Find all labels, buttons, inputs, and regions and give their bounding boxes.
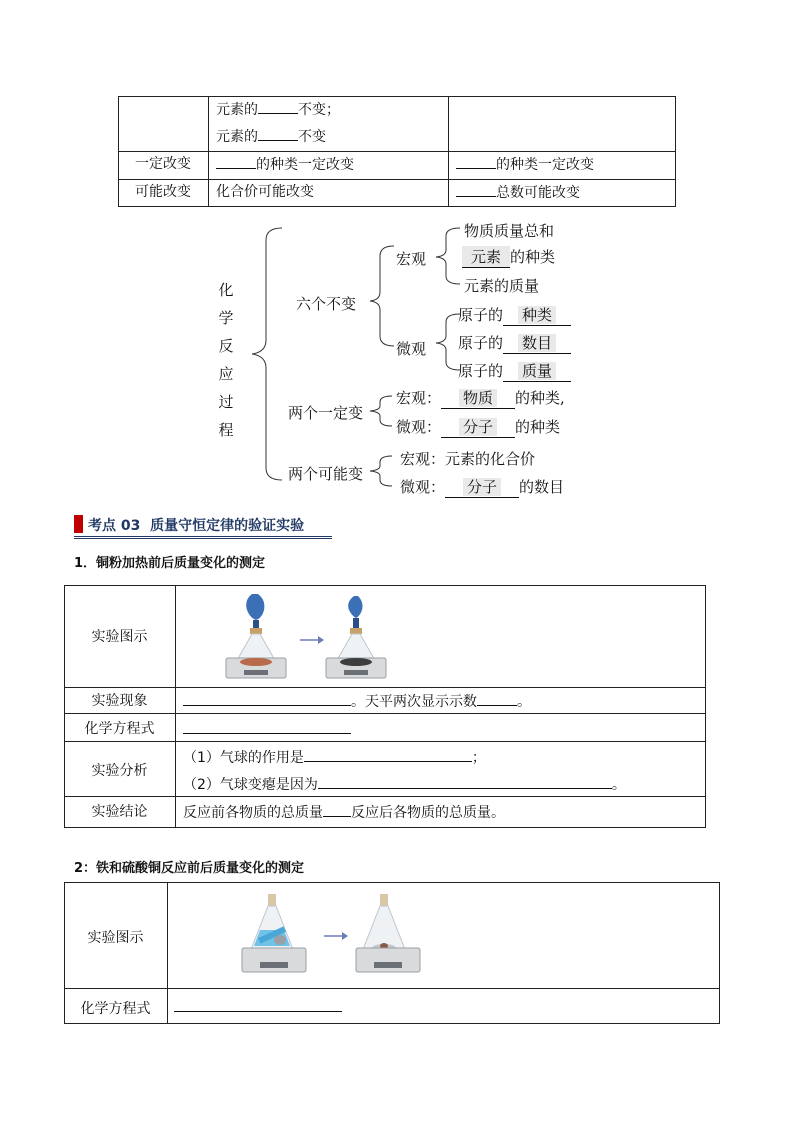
analysis-label: 实验分析 (91, 763, 148, 779)
answer-box: 质量 (503, 360, 571, 382)
blank[interactable] (318, 773, 612, 789)
macro-item-2: 元素 的种类 (462, 246, 555, 268)
conclusion-content: 反应前各物质的总质量 反应后各物质的总质量。 (183, 801, 505, 822)
blank[interactable] (183, 718, 351, 734)
iron-copper-sulfate-figure (238, 890, 438, 982)
beaker-after-icon (356, 894, 420, 972)
row3-col2: 化合价可能改变 (216, 184, 314, 200)
exp1-heading: 1．铜粉加热前后质量变化的测定 (74, 556, 266, 571)
row3-col3: 总数可能改变 (456, 181, 580, 202)
macro-item-1: 物质质量总和 (464, 222, 555, 240)
equation-content (174, 996, 342, 1016)
root-label: 化 学 反 应 过 程 (218, 281, 234, 439)
exp2-heading: 2：铁和硫酸铜反应前后质量变化的测定 (74, 861, 305, 876)
section-marker (74, 515, 83, 533)
blank[interactable] (477, 690, 517, 706)
blank[interactable] (323, 801, 351, 817)
macro-label: 宏观 (396, 250, 427, 268)
micro-item-1: 原子的 种类 (458, 304, 571, 326)
two-may-item-1: 宏观：元素的化合价 (400, 450, 536, 468)
answer-box: 物质 (441, 387, 515, 409)
micro-label: 微观 (396, 340, 427, 358)
flask-after-icon (326, 596, 386, 678)
two-must-label: 两个一定变 (288, 404, 364, 422)
equation-label: 化学方程式 (84, 721, 155, 737)
blank[interactable] (183, 690, 351, 706)
blank[interactable] (174, 996, 342, 1012)
answer-box: 数目 (503, 332, 571, 354)
equation-label: 化学方程式 (80, 1001, 151, 1017)
row2-col3: 的种类一定改变 (456, 153, 594, 174)
figure-label: 实验图示 (91, 629, 148, 645)
micro-item-3: 原子的 质量 (458, 360, 571, 382)
answer-box: 种类 (503, 304, 571, 326)
equation-content (183, 718, 351, 738)
answer-box: 分子 (441, 416, 515, 438)
macro-item-3: 元素的质量 (464, 277, 540, 295)
two-may-label: 两个可能变 (288, 465, 364, 483)
micro-item-2: 原子的 数目 (458, 332, 571, 354)
analysis-line-2: （2）气球变瘪是因为 。 (183, 773, 626, 794)
arrow-icon (300, 636, 324, 644)
figure-label: 实验图示 (87, 930, 144, 946)
copper-heating-figure (220, 590, 400, 686)
row2-label: 一定改变 (135, 156, 191, 172)
blank[interactable] (304, 746, 472, 762)
arrow-icon (324, 932, 348, 940)
row1-line2: 元素的 不变 (216, 125, 326, 146)
row3-label: 可能改变 (135, 184, 191, 200)
answer-box: 分子 (445, 476, 519, 498)
six-constant-label: 六个不变 (296, 295, 357, 313)
two-must-item-1: 宏观： 物质 的种类, (396, 389, 565, 407)
row1-line1: 元素的 不变； (216, 98, 340, 119)
phenomenon-content: 。天平两次显示示数 。 (183, 690, 531, 711)
conclusion-label: 实验结论 (91, 804, 148, 820)
analysis-line-1: （1）气球的作用是 ； (183, 746, 486, 767)
two-must-item-2: 微观： 分子 的种类 (396, 418, 561, 436)
two-may-item-2: 微观： 分子 的数目 (400, 478, 565, 496)
answer-box: 元素 (462, 246, 510, 268)
phenomenon-label: 实验现象 (91, 693, 148, 709)
section-underline (74, 536, 332, 537)
section-title: 考点 03 质量守恒定律的验证实验 (88, 518, 305, 534)
flask-before-icon (226, 594, 286, 678)
beaker-before-icon (242, 894, 306, 972)
row2-col2: 的种类一定改变 (216, 153, 354, 174)
